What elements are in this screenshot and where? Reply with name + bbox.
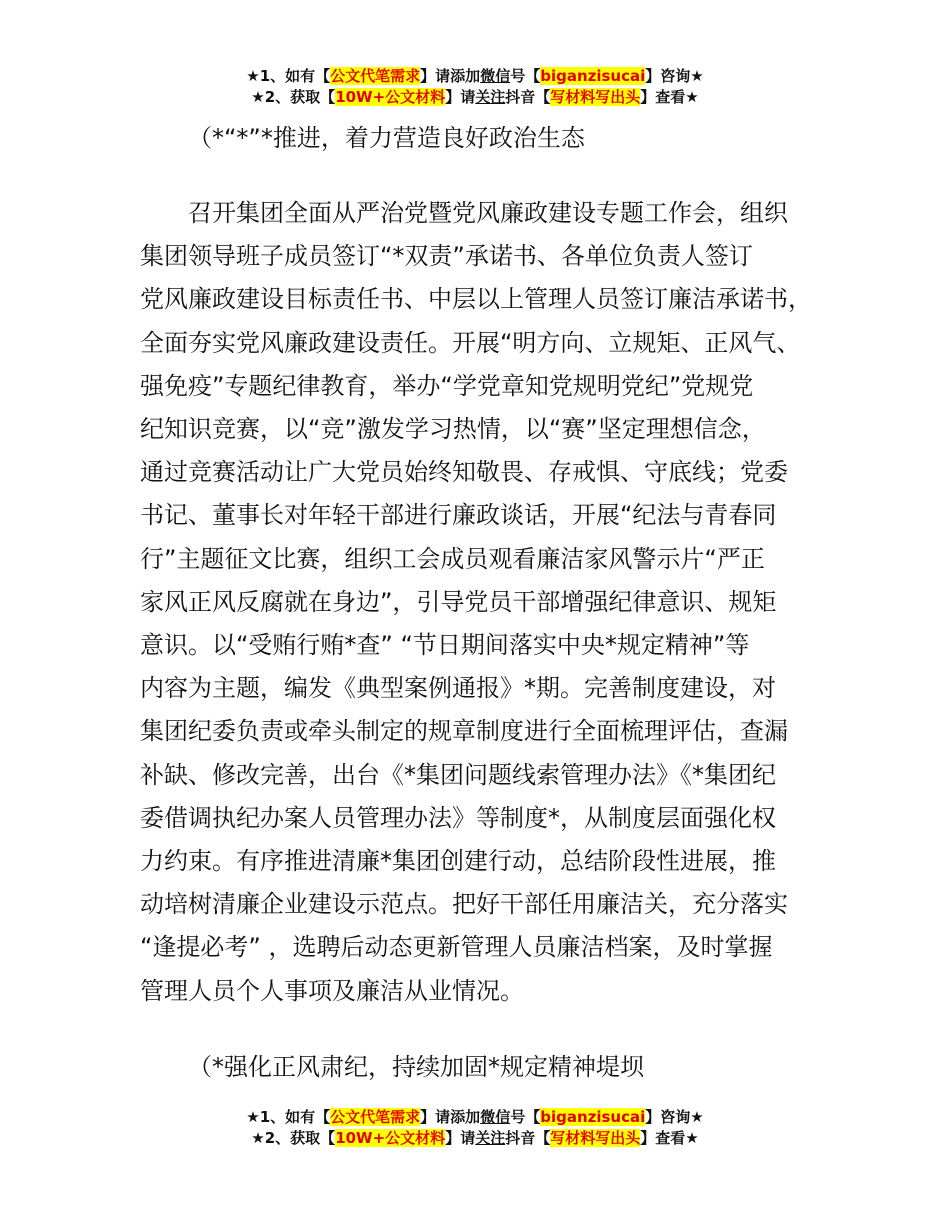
paragraph-line: 委借调执纪办案人员管理办法》等制度*，从制度层面强化权 <box>140 803 776 832</box>
promo-text: 】请 <box>445 88 476 106</box>
promo-line-2 <box>0 87 950 108</box>
paragraph-line: 书记、董事长对年轻干部进行廉政谈话，开展“纪法与青春同 <box>140 501 777 530</box>
paragraph-line: 行”主题征文比赛，组织工会成员观看廉洁家风警示片“严正 <box>140 544 765 573</box>
promo-highlight: 公文代笔需求 <box>330 67 421 85</box>
promo-highlight: 写材料写出头 <box>550 88 641 106</box>
top-promo-banner <box>0 66 950 108</box>
body-paragraph <box>140 192 840 1013</box>
promo-underlined-text: 微信 <box>480 67 511 85</box>
paragraph-line: 召开集团全面从严治党暨党风廉政建设专题工作会，组织 <box>140 199 788 227</box>
promo-highlight: 写材料写出头 <box>550 1129 641 1147</box>
paragraph-line: 力约束。有序推进清廉*集团创建行动，总结阶段性进展，推 <box>140 847 776 876</box>
promo-line-1 <box>0 1107 950 1128</box>
paragraph-line: 内容为主题，编发《典型案例通报》*期。完善制度建设，对 <box>140 674 776 703</box>
promo-underlined-text: 关注 <box>475 88 506 106</box>
paragraph-line: 管理人员个人事项及廉洁从业情况。 <box>140 976 524 1005</box>
promo-line-2 <box>0 1128 950 1149</box>
promo-text: 】请添加 <box>420 67 481 85</box>
paragraph-line: 补缺、修改完善，出台《*集团问题线索管理办法》《*集团纪 <box>140 760 776 789</box>
promo-underlined-text: 关注 <box>475 1129 506 1147</box>
paragraph-line: 纪知识竞赛，以“竞”激发学习热情，以“赛”坚定理想信念， <box>140 415 766 444</box>
promo-line-1 <box>0 66 950 87</box>
paragraph-line: 家风正风反腐就在身边”，引导党员干部增强纪律意识、规矩 <box>140 587 777 616</box>
paragraph-line: 意识。以“受贿行贿*查” “节日期间落实中央*规定精神”等 <box>140 631 750 660</box>
promo-highlight: 10W+公文材料 <box>335 1129 446 1147</box>
promo-highlight: 公文代笔需求 <box>330 1108 421 1126</box>
promo-text: 号【 <box>510 1108 541 1126</box>
paragraph-line: 集团纪委负责或牵头制定的规章制度进行全面梳理评估，查漏 <box>140 717 788 746</box>
paragraph-line: 通过竞赛活动让广大党员始终知敬畏、存戒惧、守底线；党委 <box>140 458 788 487</box>
promo-highlight: biganzisucai <box>540 1108 646 1126</box>
promo-text: ★2、获取【 <box>251 88 336 106</box>
promo-text: ★1、如有【 <box>246 67 331 85</box>
paragraph-line: 动培树清廉企业建设示范点。把好干部任用廉洁关，充分落实 <box>140 890 788 919</box>
promo-text: 抖音【 <box>505 1129 551 1147</box>
promo-text: 】查看★ <box>640 88 699 106</box>
paragraph-line: “逢提必考” ，选聘后动态更新管理人员廉洁档案，及时掌握 <box>140 933 773 962</box>
promo-text: ★1、如有【 <box>246 1108 331 1126</box>
promo-text: 】查看★ <box>640 1129 699 1147</box>
promo-text: 】咨询★ <box>645 1108 704 1126</box>
promo-text: 号【 <box>510 67 541 85</box>
section-heading-2: （*强化正风肃纪，持续加固*规定精神堤坝 <box>188 1052 644 1081</box>
promo-text: 】请 <box>445 1129 476 1147</box>
promo-highlight: 10W+公文材料 <box>335 88 446 106</box>
promo-text: 抖音【 <box>505 88 551 106</box>
paragraph-line: 强免疫”专题纪律教育，举办“学党章知党规明党纪”党规党 <box>140 371 754 400</box>
promo-highlight: biganzisucai <box>540 67 646 85</box>
paragraph-line: 党风廉政建设目标责任书、中层以上管理人员签订廉洁承诺书， <box>140 285 812 314</box>
paragraph-line: 集团领导班子成员签订“*双责”承诺书、各单位负责人签订 <box>140 242 753 271</box>
paragraph-line: 全面夯实党风廉政建设责任。开展“明方向、立规矩、正风气、 <box>140 328 801 357</box>
bottom-promo-banner <box>0 1107 950 1149</box>
promo-text: 】咨询★ <box>645 67 704 85</box>
document-body <box>140 118 840 1087</box>
promo-text: 】请添加 <box>420 1108 481 1126</box>
section-heading-1: （*“*”*推进，着力营造良好政治生态 <box>188 124 585 152</box>
promo-text: ★2、获取【 <box>251 1129 336 1147</box>
promo-underlined-text: 微信 <box>480 1108 511 1126</box>
